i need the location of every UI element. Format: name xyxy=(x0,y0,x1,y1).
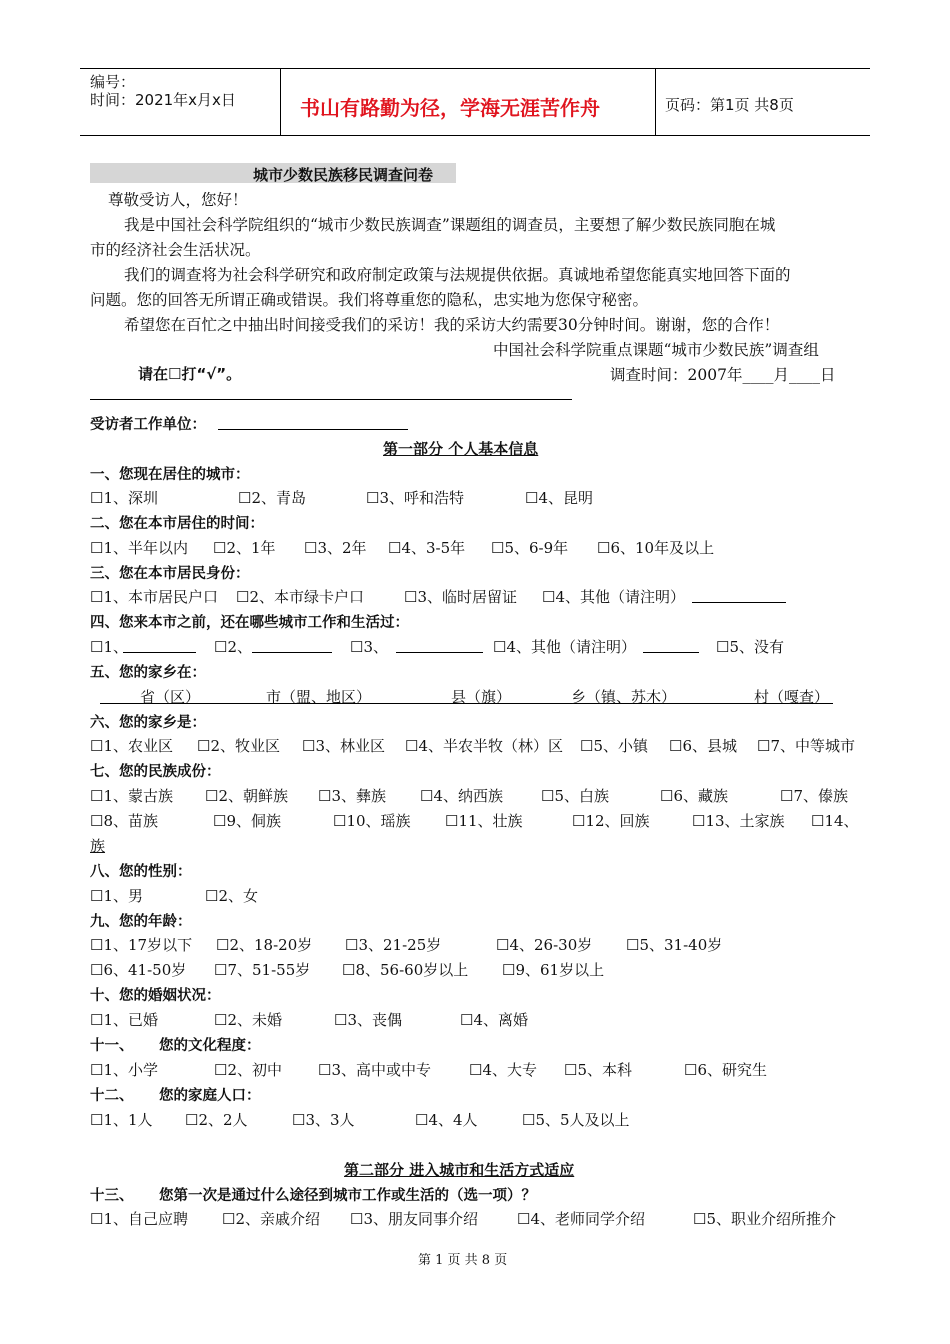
q11-option-6[interactable]: ☐6、研究生 xyxy=(684,1061,767,1079)
header-divider-left xyxy=(280,68,281,136)
question-10: 十、您的婚姻状况： xyxy=(90,988,221,1004)
q9-option-2[interactable]: ☐2、18-20岁 xyxy=(216,936,313,954)
q2-option-1[interactable]: ☐1、半年以内 xyxy=(90,539,188,557)
q6-option-5[interactable]: ☐5、小镇 xyxy=(580,737,648,755)
q9-option-1[interactable]: ☐1、17岁以下 xyxy=(90,936,193,954)
q7-option-8[interactable]: ☐8、苗族 xyxy=(90,812,158,830)
q9-option-4[interactable]: ☐4、26-30岁 xyxy=(496,936,593,954)
header-divider-right xyxy=(655,68,656,136)
section-part-2: 第二部分 进入城市和生活方式适应 xyxy=(344,1161,575,1179)
q12-option-4[interactable]: ☐4、4人 xyxy=(415,1111,478,1129)
q13-option-3[interactable]: ☐3、朋友同事介绍 xyxy=(350,1210,478,1228)
q5-county[interactable]: 县（旗） xyxy=(451,688,512,706)
question-9: 九、您的年龄： xyxy=(90,914,192,930)
q11-option-3[interactable]: ☐3、高中或中专 xyxy=(318,1061,431,1079)
q2-option-4[interactable]: ☐4、3-5年 xyxy=(388,539,466,557)
q6-option-6[interactable]: ☐6、县城 xyxy=(669,737,737,755)
q1-option-2[interactable]: ☐2、青岛 xyxy=(238,489,306,507)
q3-option-4[interactable]: ☐4、其他（请注明） xyxy=(542,588,685,606)
q6-option-7[interactable]: ☐7、中等城市 xyxy=(757,737,855,755)
q13-option-2[interactable]: ☐2、亲戚介绍 xyxy=(222,1210,320,1228)
question-2: 二、您在本市居住的时间： xyxy=(90,516,264,532)
intro-rule xyxy=(90,399,572,400)
q12-option-1[interactable]: ☐1、1人 xyxy=(90,1111,153,1129)
q2-option-6[interactable]: ☐6、10年及以上 xyxy=(597,539,715,557)
q4-other-field[interactable] xyxy=(643,636,699,653)
question-4: 四、您来本市之前，还在哪些城市工作和生活过： xyxy=(90,615,409,631)
workplace-field[interactable] xyxy=(218,413,408,430)
q9-option-7[interactable]: ☐7、51-55岁 xyxy=(214,961,311,979)
question-13: 您第一次是通过什么途径到城市工作或生活的（选一项）？ xyxy=(159,1188,536,1204)
q4-option-3[interactable]: ☐3、 xyxy=(350,638,388,656)
document-title: 城市少数民族移民调查问卷 xyxy=(253,166,434,184)
q2-option-3[interactable]: ☐3、2年 xyxy=(304,539,367,557)
q2-option-5[interactable]: ☐5、6-9年 xyxy=(491,539,569,557)
q7-option-14-suffix: 族 xyxy=(90,837,106,855)
question-13-number: 十三、 xyxy=(90,1188,134,1204)
question-12: 您的家庭人口： xyxy=(159,1088,261,1104)
question-11-number: 十一、 xyxy=(90,1038,134,1054)
q11-option-5[interactable]: ☐5、本科 xyxy=(564,1061,632,1079)
instruction: 请在☐打“√”。 xyxy=(138,365,242,383)
q5-province[interactable]: 省（区） xyxy=(140,688,201,706)
q13-option-4[interactable]: ☐4、老师同学介绍 xyxy=(517,1210,645,1228)
q8-option-2[interactable]: ☐2、女 xyxy=(205,887,258,905)
workplace-label: 受访者工作单位： xyxy=(90,417,206,433)
question-6: 六、您的家乡是： xyxy=(90,715,206,731)
intro-paragraph-3: 希望您在百忙之中抽出时间接受我们的采访！我的采访大约需要30分钟时间。谢谢，您的合作！ xyxy=(124,316,780,334)
q9-option-6[interactable]: ☐6、41-50岁 xyxy=(90,961,187,979)
q4-option-5[interactable]: ☐5、没有 xyxy=(716,638,784,656)
q4-option-1[interactable]: ☐1、 xyxy=(90,638,128,656)
page-footer: 第 1 页 共 8 页 xyxy=(418,1253,508,1268)
question-11: 您的文化程度： xyxy=(159,1038,261,1054)
q5-township[interactable]: 乡（镇、苏木） xyxy=(571,688,677,706)
header-slogan: 书山有路勤为径，学海无涯苦作舟 xyxy=(300,96,600,120)
q7-option-4[interactable]: ☐4、纳西族 xyxy=(420,787,503,805)
q7-option-1[interactable]: ☐1、蒙古族 xyxy=(90,787,173,805)
q1-option-4[interactable]: ☐4、昆明 xyxy=(525,489,593,507)
q8-option-1[interactable]: ☐1、男 xyxy=(90,887,143,905)
question-1: 一、您现在居住的城市： xyxy=(90,467,250,483)
q7-option-6[interactable]: ☐6、藏族 xyxy=(660,787,728,805)
q7-option-10[interactable]: ☐10、瑶族 xyxy=(333,812,411,830)
question-12-number: 十二、 xyxy=(90,1088,134,1104)
q11-option-4[interactable]: ☐4、大专 xyxy=(469,1061,537,1079)
intro-paragraph-1-line-1: 我是中国社会科学院组织的“城市少数民族调查”课题组的调查员，主要想了解少数民族同胞在城 xyxy=(124,216,776,234)
q7-option-14[interactable]: ☐14、 xyxy=(811,812,859,830)
header-page-info: 页码：第1页 共8页 xyxy=(665,96,794,114)
question-3: 三、您在本市居民身份： xyxy=(90,566,250,582)
q7-option-9[interactable]: ☐9、侗族 xyxy=(213,812,281,830)
header-number-label: 编号： xyxy=(90,73,136,91)
q3-option-3[interactable]: ☐3、临时居留证 xyxy=(404,588,517,606)
q9-option-5[interactable]: ☐5、31-40岁 xyxy=(626,936,723,954)
signature: 中国社会科学院重点课题“城市少数民族”调查组 xyxy=(493,341,819,359)
greeting: 尊敬受访人，您好！ xyxy=(108,191,248,209)
q7-option-11[interactable]: ☐11、壮族 xyxy=(445,812,523,830)
q7-option-3[interactable]: ☐3、彝族 xyxy=(318,787,386,805)
q7-option-2[interactable]: ☐2、朝鲜族 xyxy=(205,787,288,805)
q6-option-1[interactable]: ☐1、农业区 xyxy=(90,737,173,755)
q11-option-1[interactable]: ☐1、小学 xyxy=(90,1061,158,1079)
question-5: 五、您的家乡在： xyxy=(90,665,206,681)
header-date-label: 时间：2021年x月x日 xyxy=(90,91,236,109)
q7-option-5[interactable]: ☐5、白族 xyxy=(541,787,609,805)
question-8: 八、您的性别： xyxy=(90,864,192,880)
intro-paragraph-1-line-2: 市的经济社会生活状况。 xyxy=(90,241,261,259)
q6-option-2[interactable]: ☐2、牧业区 xyxy=(197,737,280,755)
q9-option-8[interactable]: ☐8、56-60岁以上 xyxy=(342,961,469,979)
q4-option-4[interactable]: ☐4、其他（请注明） xyxy=(493,638,636,656)
q1-option-1[interactable]: ☐1、深圳 xyxy=(90,489,158,507)
q6-option-4[interactable]: ☐4、半农半牧（林）区 xyxy=(405,737,563,755)
q10-option-3[interactable]: ☐3、丧偶 xyxy=(334,1011,402,1029)
q10-option-2[interactable]: ☐2、未婚 xyxy=(214,1011,282,1029)
q7-option-7[interactable]: ☐7、傣族 xyxy=(780,787,848,805)
q4-field-1[interactable] xyxy=(123,636,196,653)
q12-option-5[interactable]: ☐5、5人及以上 xyxy=(522,1111,630,1129)
q13-option-1[interactable]: ☐1、自己应聘 xyxy=(90,1210,188,1228)
survey-time: 调查时间：2007年____月____日 xyxy=(610,366,836,384)
header-bottom-rule xyxy=(80,135,870,136)
q4-field-3[interactable] xyxy=(396,636,483,653)
q6-option-3[interactable]: ☐3、林业区 xyxy=(302,737,385,755)
q2-option-2[interactable]: ☐2、1年 xyxy=(213,539,276,557)
q4-option-2[interactable]: ☐2、 xyxy=(214,638,252,656)
q4-field-2[interactable] xyxy=(252,636,332,653)
q3-option-1[interactable]: ☐1、本市居民户口 xyxy=(90,588,218,606)
q13-option-5[interactable]: ☐5、职业介绍所推介 xyxy=(693,1210,836,1228)
q1-option-3[interactable]: ☐3、呼和浩特 xyxy=(366,489,464,507)
section-part-1: 第一部分 个人基本信息 xyxy=(383,440,539,458)
q11-option-2[interactable]: ☐2、初中 xyxy=(214,1061,282,1079)
header-top-rule xyxy=(80,68,870,69)
q12-option-2[interactable]: ☐2、2人 xyxy=(185,1111,248,1129)
intro-paragraph-2-line-2: 问题。您的回答无所谓正确或错误。我们将尊重您的隐私，忠实地为您保守秘密。 xyxy=(90,291,649,309)
q12-option-3[interactable]: ☐3、3人 xyxy=(292,1111,355,1129)
q7-option-13[interactable]: ☐13、土家族 xyxy=(692,812,785,830)
intro-paragraph-2-line-1: 我们的调查将为社会科学研究和政府制定政策与法规提供依据。真诚地希望您能真实地回答下面的 xyxy=(124,266,791,284)
q10-option-1[interactable]: ☐1、已婚 xyxy=(90,1011,158,1029)
q5-city[interactable]: 市（盟、地区） xyxy=(266,688,372,706)
q5-village[interactable]: 村（嘎查） xyxy=(754,688,830,706)
q3-option-2[interactable]: ☐2、本市绿卡户口 xyxy=(236,588,364,606)
q9-option-3[interactable]: ☐3、21-25岁 xyxy=(345,936,442,954)
q3-other-field[interactable] xyxy=(692,586,786,603)
q7-option-12[interactable]: ☐12、回族 xyxy=(572,812,650,830)
question-7: 七、您的民族成份： xyxy=(90,764,221,780)
q10-option-4[interactable]: ☐4、离婚 xyxy=(460,1011,528,1029)
q9-option-9[interactable]: ☐9、61岁以上 xyxy=(502,961,605,979)
